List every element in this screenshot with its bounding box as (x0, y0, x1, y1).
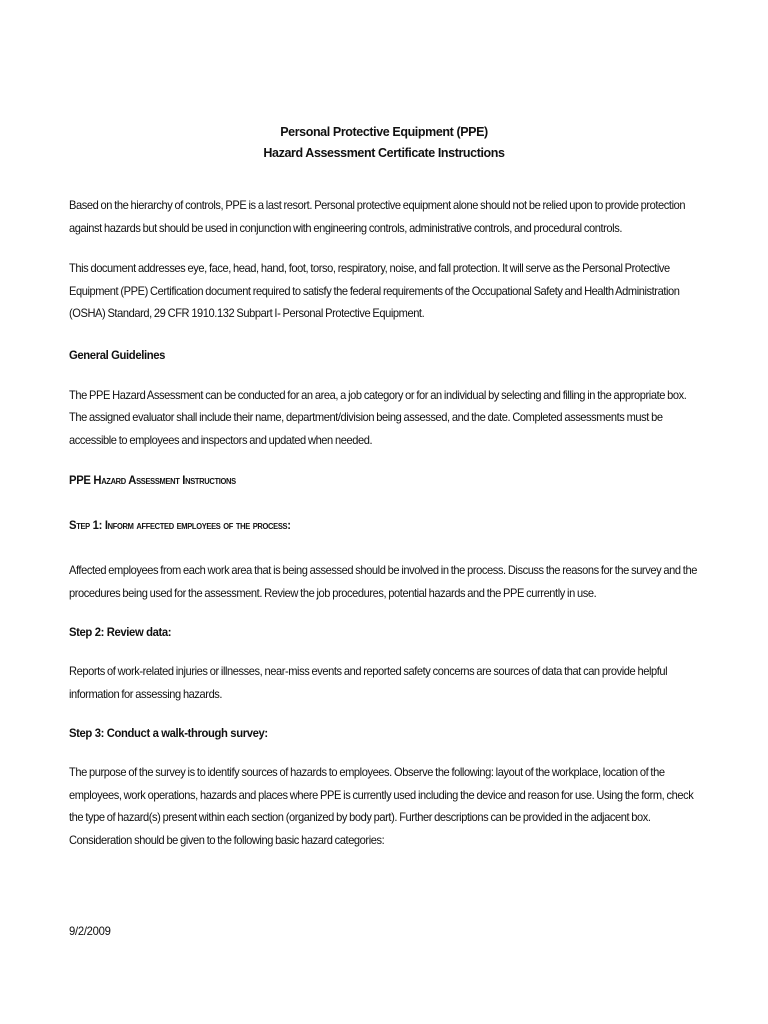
step-3-paragraph: The purpose of the survey is to identify sources of hazards to employees. Observe the following: layout of the workplace, location of the employees, work operations, hazards and places where PPE is currently used including the device and reason for use. Using the form, check the type of hazard(s) present within each section (organized by body part). Further descriptions can be provided in the adjacent box. Consideration should be given to the following basic hazard categories: (69, 765, 694, 847)
instructions-heading: PPE Hazard Assessment Instructions (69, 473, 236, 487)
intro-paragraph-1: Based on the hierarchy of controls, PPE is a last resort. Personal protective equipment alone should not be relied upon to provide protection against hazards but should be used in conjunction with engineering controls, administrative controls, and procedural controls. (69, 198, 686, 235)
document-body (69, 122, 699, 851)
document-title-line-2: Hazard Assessment Certificate Instructions (263, 146, 505, 160)
document-title-line-1: Personal Protective Equipment (PPE) (280, 125, 488, 139)
step-3-heading: Step 3: Conduct a walk-through survey: (69, 726, 268, 740)
general-guidelines-heading: General Guidelines (69, 347, 166, 362)
step-1-heading: Step 1: Inform affected employees of the process: (69, 518, 291, 532)
intro-paragraph-2: This document addresses eye, face, head, hand, foot, torso, respiratory, noise, and fall protection. It will serve as the Personal Protective Equipment (PPE) Certification document required to satisfy the federal requirements of the Occupational Safety and Health Administration (OSHA) Standard, 29 CFR 1910.132 Subpart I- Personal Protective Equipment. (69, 261, 680, 320)
step-2-heading: Step 2: Review data: (69, 625, 172, 639)
footer-date: 9/2/2009 (69, 924, 111, 938)
step-1-paragraph: Affected employees from each work area that is being assessed should be involved in the process. Discuss the reasons for the survey and the procedures being used for the assessment. Review the job procedures, potential hazards and the PPE currently in use. (69, 563, 697, 600)
step-2-paragraph: Reports of work-related injuries or illnesses, near-miss events and reported safety concerns are sources of data that can provide helpful information for assessing hazards. (69, 664, 668, 701)
general-guidelines-paragraph: The PPE Hazard Assessment can be conducted for an area, a job category or for an individual by selecting and filling in the appropriate box. The assigned evaluator shall include their name, department/division being assessed, and the date. Completed assessments must be accessible to employees and inspectors and updated when needed. (69, 387, 687, 447)
